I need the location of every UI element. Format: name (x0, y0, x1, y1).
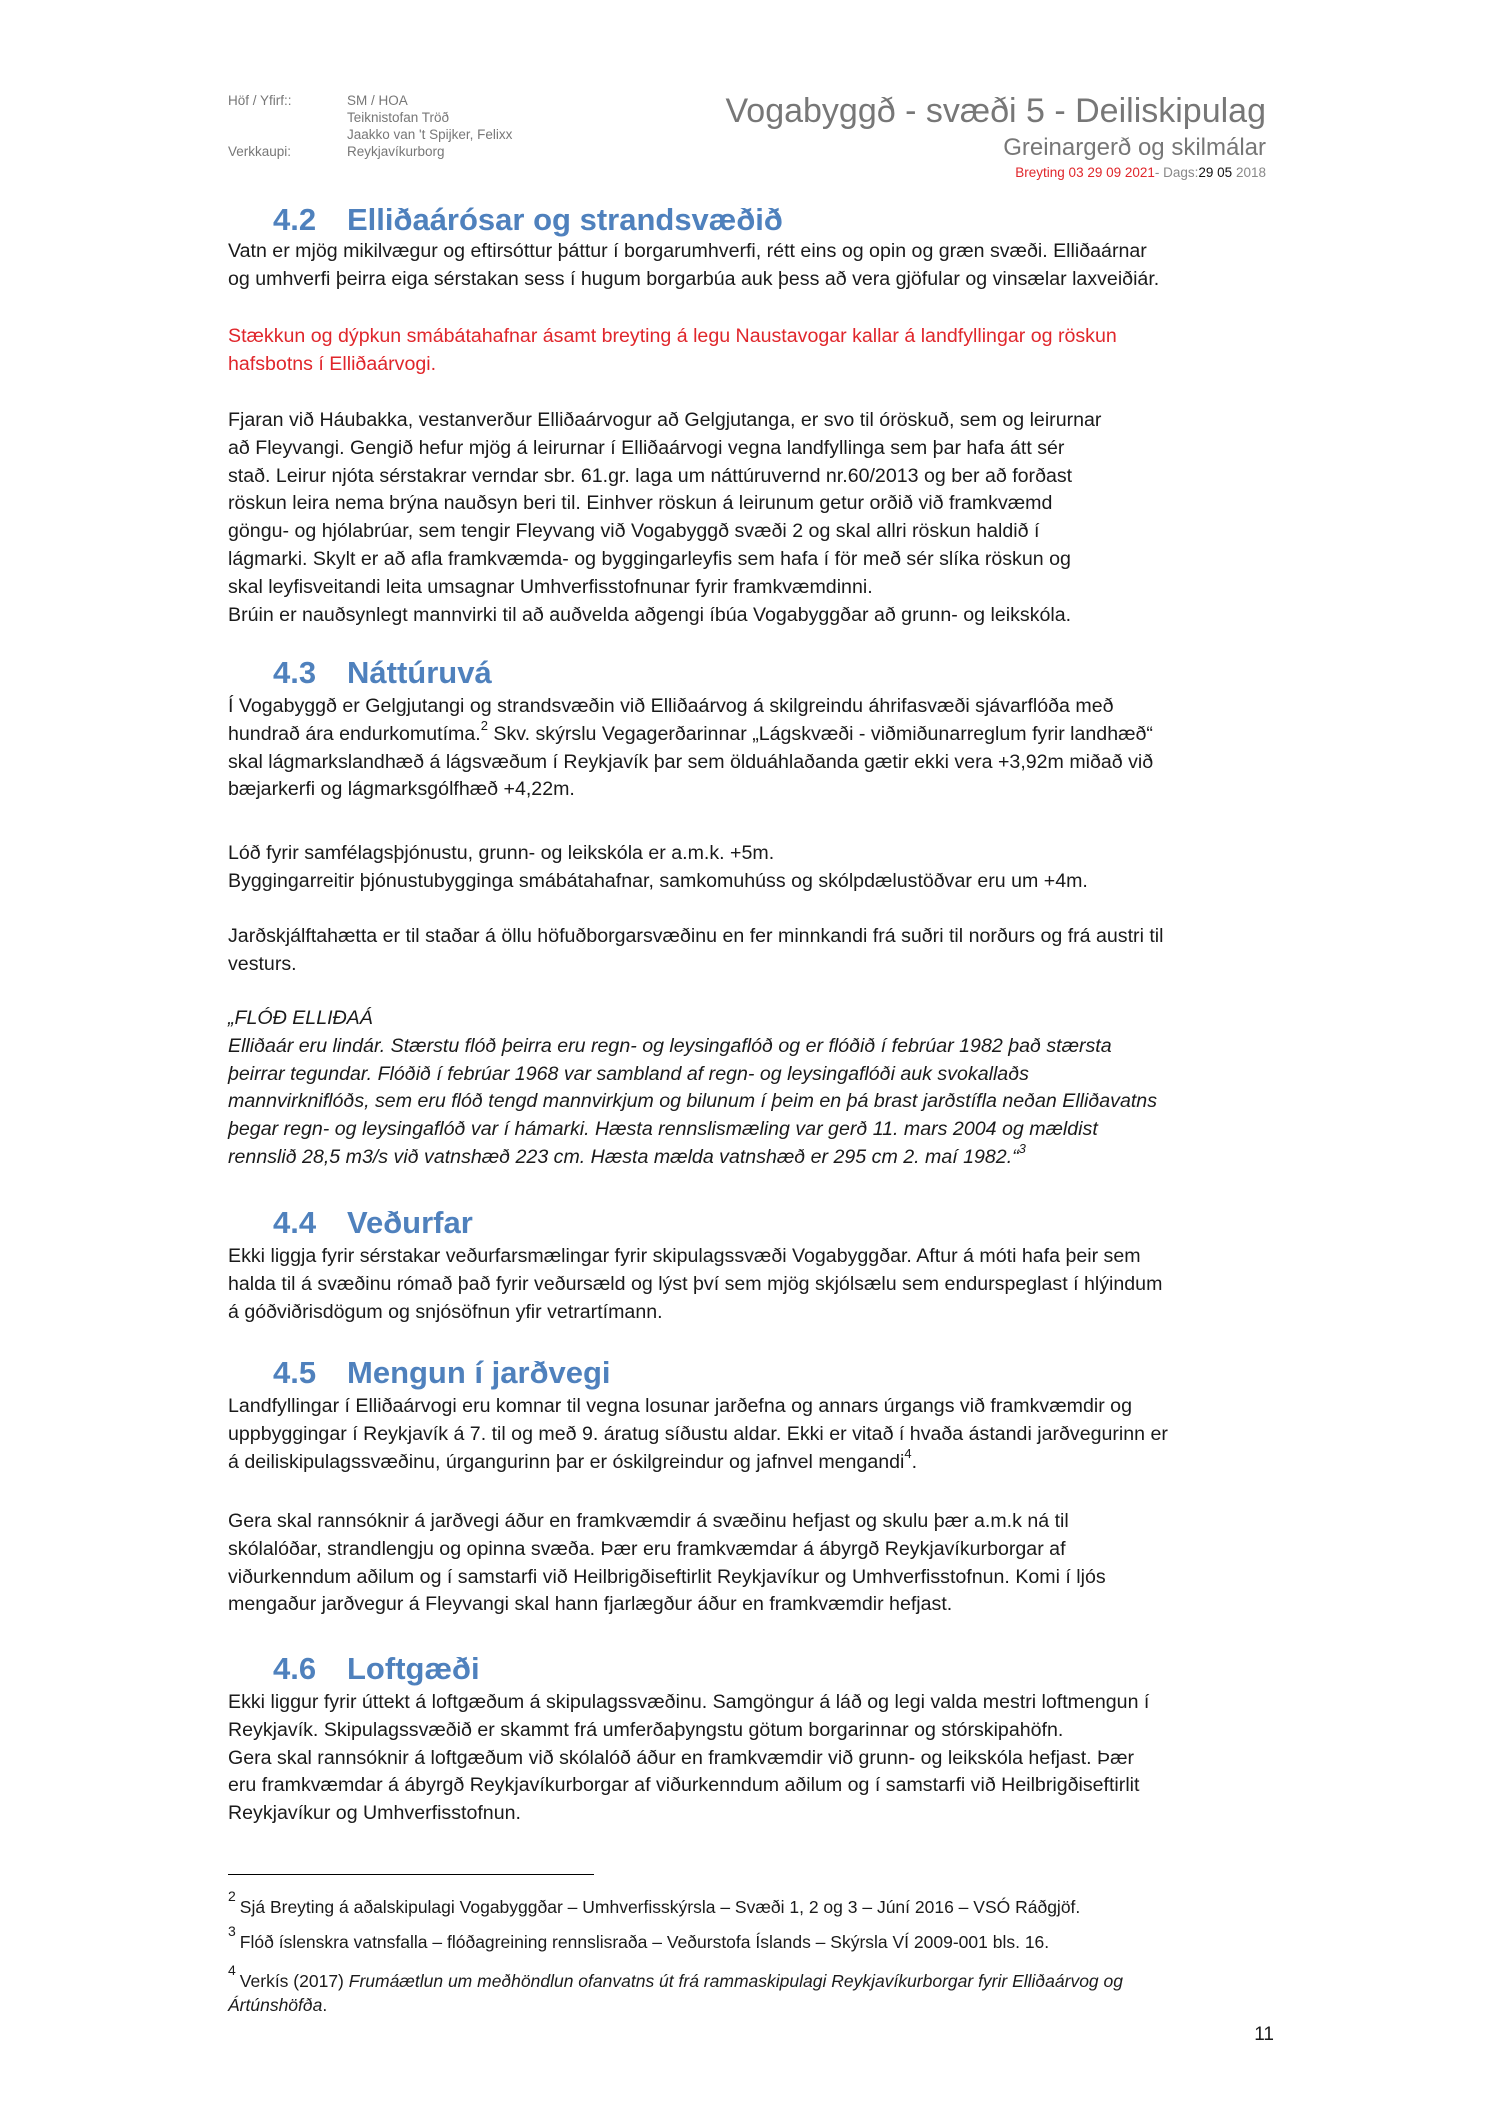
footnote-4 (228, 1962, 1123, 2017)
text-line: vesturs. (228, 952, 297, 975)
meta-value-author: SM / HOA (347, 93, 408, 108)
text-line (228, 717, 1153, 749)
footnote-title-cont: Ártúnshöfða (228, 1995, 323, 2015)
footnote-ref[interactable]: 3 (1018, 1140, 1026, 1156)
text-line: skal leyfisveitandi leita umsagnar Umhverfisstofnunar fyrir framkvæmdinni. (228, 575, 873, 598)
text-line: Lóð fyrir samfélagsþjónustu, grunn- og leikskóla er a.m.k. +5m. (228, 842, 775, 864)
revision-paragraph (228, 323, 1117, 379)
text-line: þegar regn- og leysingaflóð var í hámarki. Hæsta rennslismæling var gerð 11. mars 2004 og mældist (228, 1118, 1098, 1141)
text-line: „FLÓÐ ELLIÐAÁ (228, 1007, 373, 1029)
text-line: Elliðaár eru lindár. Stærstu flóð þeirra eru regn- og leysingaflóð og er flóðið í febrúar 1982 það stærsta (228, 1034, 1112, 1057)
text-line: Fjaran við Háubakka, vestanverður Elliðaárvogur að Gelgjutanga, er svo til óröskuð, sem og leirurnar (228, 409, 1102, 431)
footnote-number: 3 (228, 1923, 236, 1939)
text-line: bæjarkerfi og lágmarksgólfhæð +4,22m. (228, 778, 575, 801)
paragraph (228, 1508, 1106, 1619)
meta-label-author: Höf / Yfirf:: (228, 93, 292, 108)
section-heading-4-2 (273, 202, 783, 238)
text-segment: . (911, 1450, 918, 1473)
text-line: Reykjavíkur og Umhverfisstofnun. (228, 1802, 521, 1825)
text-line (228, 1445, 1168, 1477)
footnote-2 (228, 1888, 1081, 1919)
paragraph (228, 1243, 1162, 1326)
quote-paragraph (228, 1005, 1157, 1172)
footnote-divider (228, 1874, 594, 1875)
text-line: halda til á svæðinu rómað það fyrir veðursæld og lýst því sem mjög skjólsælu sem endurspeglast í hlýindum (228, 1272, 1163, 1295)
text-line: Ekki liggja fyrir sérstakar veðurfarsmælingar fyrir skipulagssvæði Vogabyggðar. Aftur á móti hafa þeir sem (228, 1245, 1141, 1267)
text-line: Gera skal rannsóknir á loftgæðum við skólalóð áður en framkvæmdir við grunn- og leikskóla hefjast. Þær (228, 1746, 1135, 1769)
date-year: 2018 (1232, 165, 1266, 180)
paragraph (228, 923, 1164, 979)
text-line: Jarðskjálftahætta er til staðar á öllu höfuðborgarsvæðinu en fer minnkandi frá suðri til norðurs og frá austri til (228, 925, 1164, 947)
footnote-3 (228, 1923, 1050, 1954)
section-number: 4.4 (273, 1205, 317, 1240)
text-line: þeirrar tegundar. Flóðið í febrúar 1968 var sambland af regn- og leysingaflóði auk svokallaðs (228, 1062, 1029, 1085)
text-line: Reykjavík. Skipulagssvæðið er skammt frá umferðaþyngstu götum borgarinnar og stórskipahöfn. (228, 1718, 1064, 1741)
text-line: að Fleyvangi. Gengið hefur mjög á leirurnar í Elliðaárvogi vegna landfyllinga sem þar hafa átt sér (228, 436, 1065, 459)
paragraph (228, 407, 1101, 629)
text-line: á góðviðrisdögum og snjósöfnun yfir vetrartímann. (228, 1300, 663, 1323)
text-segment: hundrað ára endurkomutíma. (228, 722, 481, 745)
footnote-number: 4 (228, 1962, 236, 1978)
section-title: Loftgæði (347, 1651, 480, 1686)
text-segment: Skv. skýrslu Vegagerðarinnar „Lágskvæði - viðmiðunarreglum fyrir landhæð“ (487, 722, 1153, 745)
section-number: 4.6 (273, 1651, 317, 1686)
text-line: Vatn er mjög mikilvægur og eftirsóttur þáttur í borgarumhverfi, rétt eins og opin og græn svæði. Elliðaárnar (228, 240, 1147, 262)
footnote-title: Frumáætlun um meðhöndlun ofanvatns út frá rammaskipulagi Reykjavíkurborgar fyrir Elliðaárvog og (348, 1971, 1123, 1991)
paragraph (228, 693, 1153, 804)
text-line: Landfyllingar í Elliðaárvogi eru komnar til vegna losunar jarðefna og annars úrgangs við framkvæmdir og (228, 1395, 1132, 1417)
meta-value-firm: Teiknistofan Tröð (347, 110, 450, 125)
text-line: Í Vogabyggð er Gelgjutangi og strandsvæðin við Elliðaárvog á skilgreindu áhrifasvæði sjávarflóða með (228, 695, 1114, 717)
paragraph (228, 1393, 1168, 1476)
section-number: 4.2 (273, 202, 317, 237)
section-title: Elliðaárósar og strandsvæðið (347, 202, 783, 237)
section-heading-4-4 (273, 1205, 473, 1241)
footnote-end: . (322, 1995, 328, 2015)
text-line: lágmarki. Skylt er að afla framkvæmda- og byggingarleyfis sem hafa í för með sér slíka röskun og (228, 547, 1071, 570)
text-line (228, 1140, 1157, 1172)
date-day-month: 29 05 (1198, 165, 1233, 180)
section-heading-4-6 (273, 1651, 480, 1687)
text-line: Stækkun og dýpkun smábátahafnar ásamt breyting á legu Naustavogar kallar á landfyllingar og röskun (228, 325, 1117, 347)
paragraph (228, 840, 1088, 896)
text-line: eru framkvæmdar á ábyrgð Reykjavíkurborgar af viðurkenndum aðilum og í samstarfi við Heilbrigðiseftirlit (228, 1774, 1140, 1797)
footnote-number: 2 (228, 1888, 236, 1904)
document-title: Vogabyggð - svæði 5 - Deiliskipulag (725, 92, 1266, 130)
document-subtitle: Greinargerð og skilmálar (1003, 134, 1266, 161)
section-title: Mengun í jarðvegi (347, 1355, 611, 1390)
section-heading-4-3 (273, 655, 492, 691)
text-line: Brúin er nauðsynlegt mannvirki til að auðvelda aðgengi íbúa Vogabyggðar að grunn- og leikskóla. (228, 603, 1072, 626)
text-line: röskun leira nema brýna nauðsyn beri til. Einhver röskun á leirunum getur orðið við framkvæmd (228, 492, 1053, 515)
revision-text: Breyting 03 29 09 2021 (1015, 165, 1155, 180)
revision-line (1015, 165, 1266, 180)
section-title: Náttúruvá (347, 655, 492, 690)
text-line: hafsbotns í Elliðaárvogi. (228, 352, 437, 375)
section-heading-4-5 (273, 1355, 611, 1391)
document-meta (228, 92, 648, 172)
text-line: Gera skal rannsóknir á jarðvegi áður en framkvæmdir á svæðinu hefjast og skulu þær a.m.k ná til (228, 1510, 1069, 1532)
footnote-text: Flóð íslenskra vatnsfalla – flóðagreining rennslisraða – Veðurstofa Íslands – Skýrsla VÍ 2009-001 bls. 16. (239, 1932, 1050, 1952)
footnote-text: Sjá Breyting á aðalskipulagi Vogabyggðar – Umhverfisskýrsla – Svæði 1, 2 og 3 – Júní 2016 – VSÓ Ráðgjöf. (239, 1897, 1081, 1917)
page-number: 11 (1254, 2024, 1274, 2045)
meta-value-client: Reykjavíkurborg (347, 144, 445, 159)
text-line: mengaður jarðvegur á Fleyvangi skal hann fjarlægður áður en framkvæmdir hefjast. (228, 1593, 953, 1616)
text-line: uppbyggingar í Reykjavík á 7. til og með 9. áratug síðustu aldar. Ekki er vitað í hvaða ástandi jarðvegurinn er (228, 1422, 1168, 1445)
paragraph (228, 1689, 1149, 1828)
footnote-ref[interactable]: 4 (904, 1445, 912, 1461)
text-segment: rennslið 28,5 m3/s við vatnshæð 223 cm. Hæsta mælda vatnshæð er 295 cm 2. maí 1982.“ (228, 1145, 1019, 1168)
text-segment: á deiliskipulagssvæðinu, úrgangurinn þar er óskilgreindur og jafnvel mengandi (228, 1450, 905, 1473)
footnote-text: Verkís (2017) (239, 1971, 349, 1991)
text-line: skólalóðar, strandlengju og opinna svæða. Þær eru framkvæmdar á ábyrgð Reykjavíkurborgar af (228, 1537, 1066, 1560)
footnote-ref[interactable]: 2 (480, 717, 488, 733)
text-line: mannvirkniflóðs, sem eru flóð tengd mannvirkjum og bilunum í þeim en þá brast jarðstífla neðan Elliðavatns (228, 1090, 1158, 1113)
meta-label-client: Verkkaupi: (228, 144, 292, 159)
text-line: Byggingarreitir þjónustubygginga smábátahafnar, samkomuhúss og skólpdælustöðvar eru um +4m. (228, 869, 1088, 892)
text-line: viðurkenndum aðilum og í samstarfi við Heilbrigðiseftirlit Reykjavíkur og Umhverfisstofnun. Komi í ljós (228, 1565, 1106, 1588)
section-title: Veðurfar (347, 1205, 473, 1240)
text-line: stað. Leirur njóta sérstakrar verndar sbr. 61.gr. laga um náttúruvernd nr.60/2013 og ber að forðast (228, 464, 1073, 487)
text-line: Ekki liggur fyrir úttekt á loftgæðum á skipulagssvæðinu. Samgöngur á láð og legi valda mestri loftmengun í (228, 1691, 1150, 1713)
paragraph (228, 238, 1159, 294)
date-label: - Dags: (1154, 165, 1199, 180)
section-number: 4.5 (273, 1355, 317, 1390)
text-line: og umhverfi þeirra eiga sérstakan sess í hugum borgarbúa auk þess að vera gjöfular og vinsælar laxveiðiár. (228, 267, 1160, 290)
meta-value-partner: Jaakko van 't Spijker, Felixx (347, 127, 513, 142)
section-number: 4.3 (273, 655, 317, 690)
text-line: skal lágmarkslandhæð á lágsvæðum í Reykjavík þar sem ölduáhlaðanda gætir ekki vera +3,92m miðað við (228, 750, 1154, 773)
text-line: göngu- og hjólabrúar, sem tengir Fleyvang við Vogabyggð svæði 2 og skal allri röskun haldið í (228, 520, 1040, 543)
